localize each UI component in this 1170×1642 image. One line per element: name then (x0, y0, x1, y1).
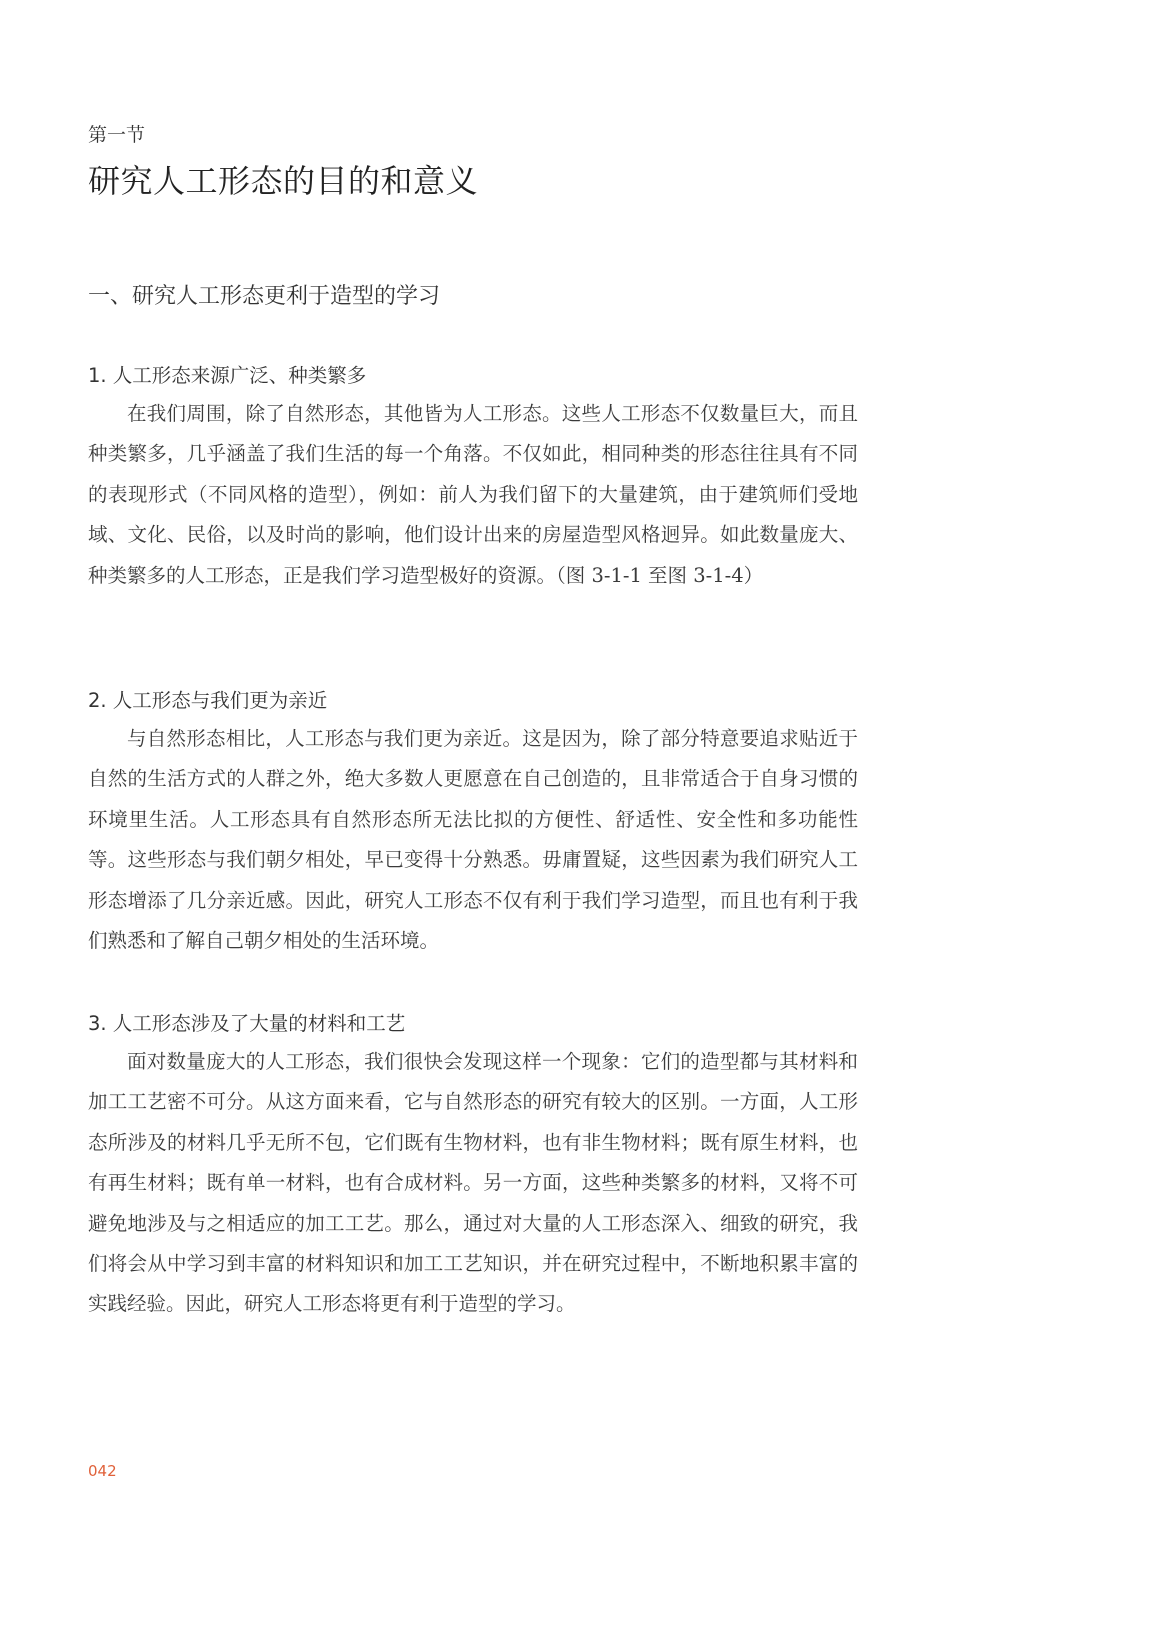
section-title: 研究人工形态的目的和意义 (88, 162, 479, 200)
subsection-body: 面对数量庞大的人工形态，我们很快会发现这样一个现象：它们的造型都与其材料和加工工艺密不可分。从这方面来看，它与自然形态的研究有较大的区别。一方面，人工形态所涉及的材料几乎无所不包，它们既有生物材料，也有非生物材料；既有原生材料，也有再生材料；既有单一材料，也有合成材料。另一方面，这些种类繁多的材料，又将不可避免地涉及与之相适应的加工工艺。那么，通过对大量的人工形态深入、细致的研究，我们将会从中学习到丰富的材料知识和加工工艺知识，并在研究过程中，不断地积累丰富的实践经验。因此，研究人工形态将更有利于造型的学习。 (88, 1050, 858, 1316)
section-label: 第一节 (88, 124, 146, 146)
subsection-body: 与自然形态相比，人工形态与我们更为亲近。这是因为，除了部分特意要追求贴近于自然的生活方式的人群之外，绝大多数人更愿意在自己创造的，且非常适合于自身习惯的环境里生活。人工形态具有自然形态所无法比拟的方便性、舒适性、安全性和多功能性等。这些形态与我们朝夕相处，早已变得十分熟悉。毋庸置疑，这些因素为我们研究人工形态增添了几分亲近感。因此，研究人工形态不仅有利于我们学习造型，而且也有利于我们熟悉和了解自己朝夕相处的生活环境。 (88, 727, 858, 953)
subsection-3 (88, 1006, 858, 1325)
subsection-1 (88, 358, 858, 596)
subsection-heading: 3. 人工形态涉及了大量的材料和工艺 (88, 1012, 406, 1035)
subsection-heading: 1. 人工形态来源广泛、种类繁多 (88, 364, 367, 387)
subsection-2 (88, 683, 858, 961)
subsection-body: 在我们周围，除了自然形态，其他皆为人工形态。这些人工形态不仅数量巨大，而且种类繁多，几乎涵盖了我们生活的每一个角落。不仅如此，相同种类的形态往往具有不同的表现形式（不同风格的造型），例如：前人为我们留下的大量建筑，由于建筑师们受地域、文化、民俗，以及时尚的影响，他们设计出来的房屋造型风格迥异。如此数量庞大、种类繁多的人工形态，正是我们学习造型极好的资源。（图 3-1-1 至图 3-1-4） (88, 402, 858, 587)
subsection-heading: 2. 人工形态与我们更为亲近 (88, 689, 328, 712)
page-number: 042 (88, 1462, 117, 1480)
part-heading: 一、研究人工形态更利于造型的学习 (88, 284, 441, 309)
